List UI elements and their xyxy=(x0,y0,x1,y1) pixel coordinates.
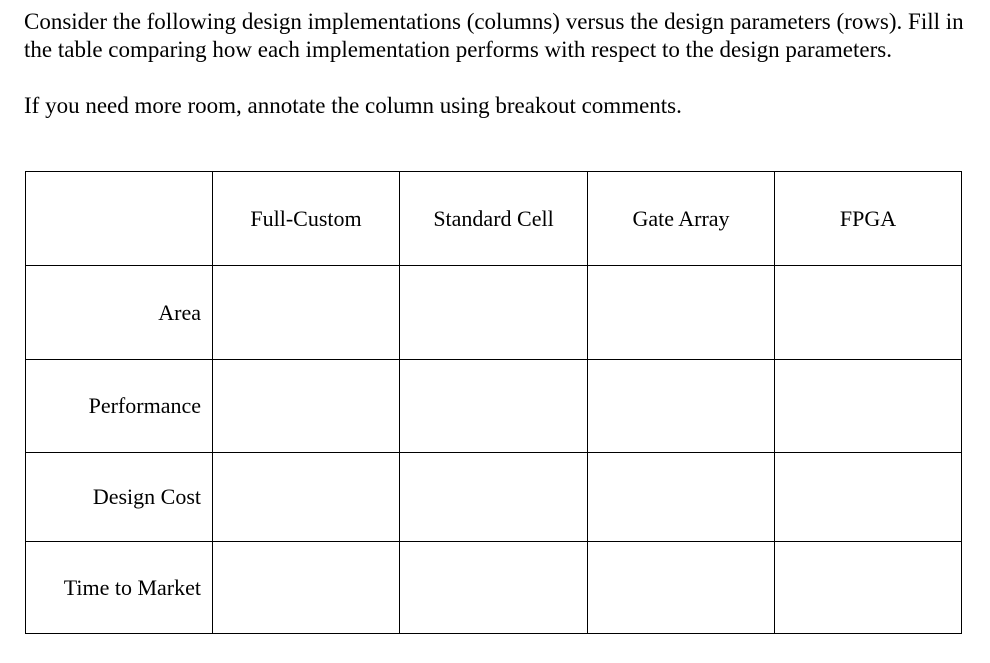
table-row-area xyxy=(26,266,962,360)
column-header-full-custom: Full-Custom xyxy=(213,172,400,266)
instructions xyxy=(24,8,974,120)
row-header-performance: Performance xyxy=(26,360,213,453)
answer-cell[interactable] xyxy=(775,453,962,542)
answer-cell[interactable] xyxy=(588,542,775,634)
header-row xyxy=(26,172,962,266)
answer-cell[interactable] xyxy=(400,360,588,453)
corner-cell xyxy=(26,172,213,266)
column-header-fpga: FPGA xyxy=(775,172,962,266)
answer-cell[interactable] xyxy=(775,542,962,634)
answer-cell[interactable] xyxy=(213,453,400,542)
row-header-design-cost: Design Cost xyxy=(26,453,213,542)
table-row-design-cost xyxy=(26,453,962,542)
answer-cell[interactable] xyxy=(400,542,588,634)
table-row-performance xyxy=(26,360,962,453)
column-header-standard-cell: Standard Cell xyxy=(400,172,588,266)
table-row-time-to-market xyxy=(26,542,962,634)
row-header-time-to-market: Time to Market xyxy=(26,542,213,634)
answer-cell[interactable] xyxy=(400,266,588,360)
comparison-table xyxy=(25,171,962,634)
answer-cell[interactable] xyxy=(588,453,775,542)
instructions-paragraph: Consider the following design implementations (columns) versus the design parameters (rows). Fill in the table comparing how each implementation performs with respect to the design parameters. xyxy=(24,9,964,62)
row-header-area: Area xyxy=(26,266,213,360)
answer-cell[interactable] xyxy=(213,542,400,634)
answer-cell[interactable] xyxy=(213,266,400,360)
column-header-gate-array: Gate Array xyxy=(588,172,775,266)
answer-cell[interactable] xyxy=(588,266,775,360)
answer-cell[interactable] xyxy=(775,266,962,360)
answer-cell[interactable] xyxy=(775,360,962,453)
answer-cell[interactable] xyxy=(588,360,775,453)
instructions-note: If you need more room, annotate the column using breakout comments. xyxy=(24,93,682,118)
answer-cell[interactable] xyxy=(400,453,588,542)
answer-cell[interactable] xyxy=(213,360,400,453)
